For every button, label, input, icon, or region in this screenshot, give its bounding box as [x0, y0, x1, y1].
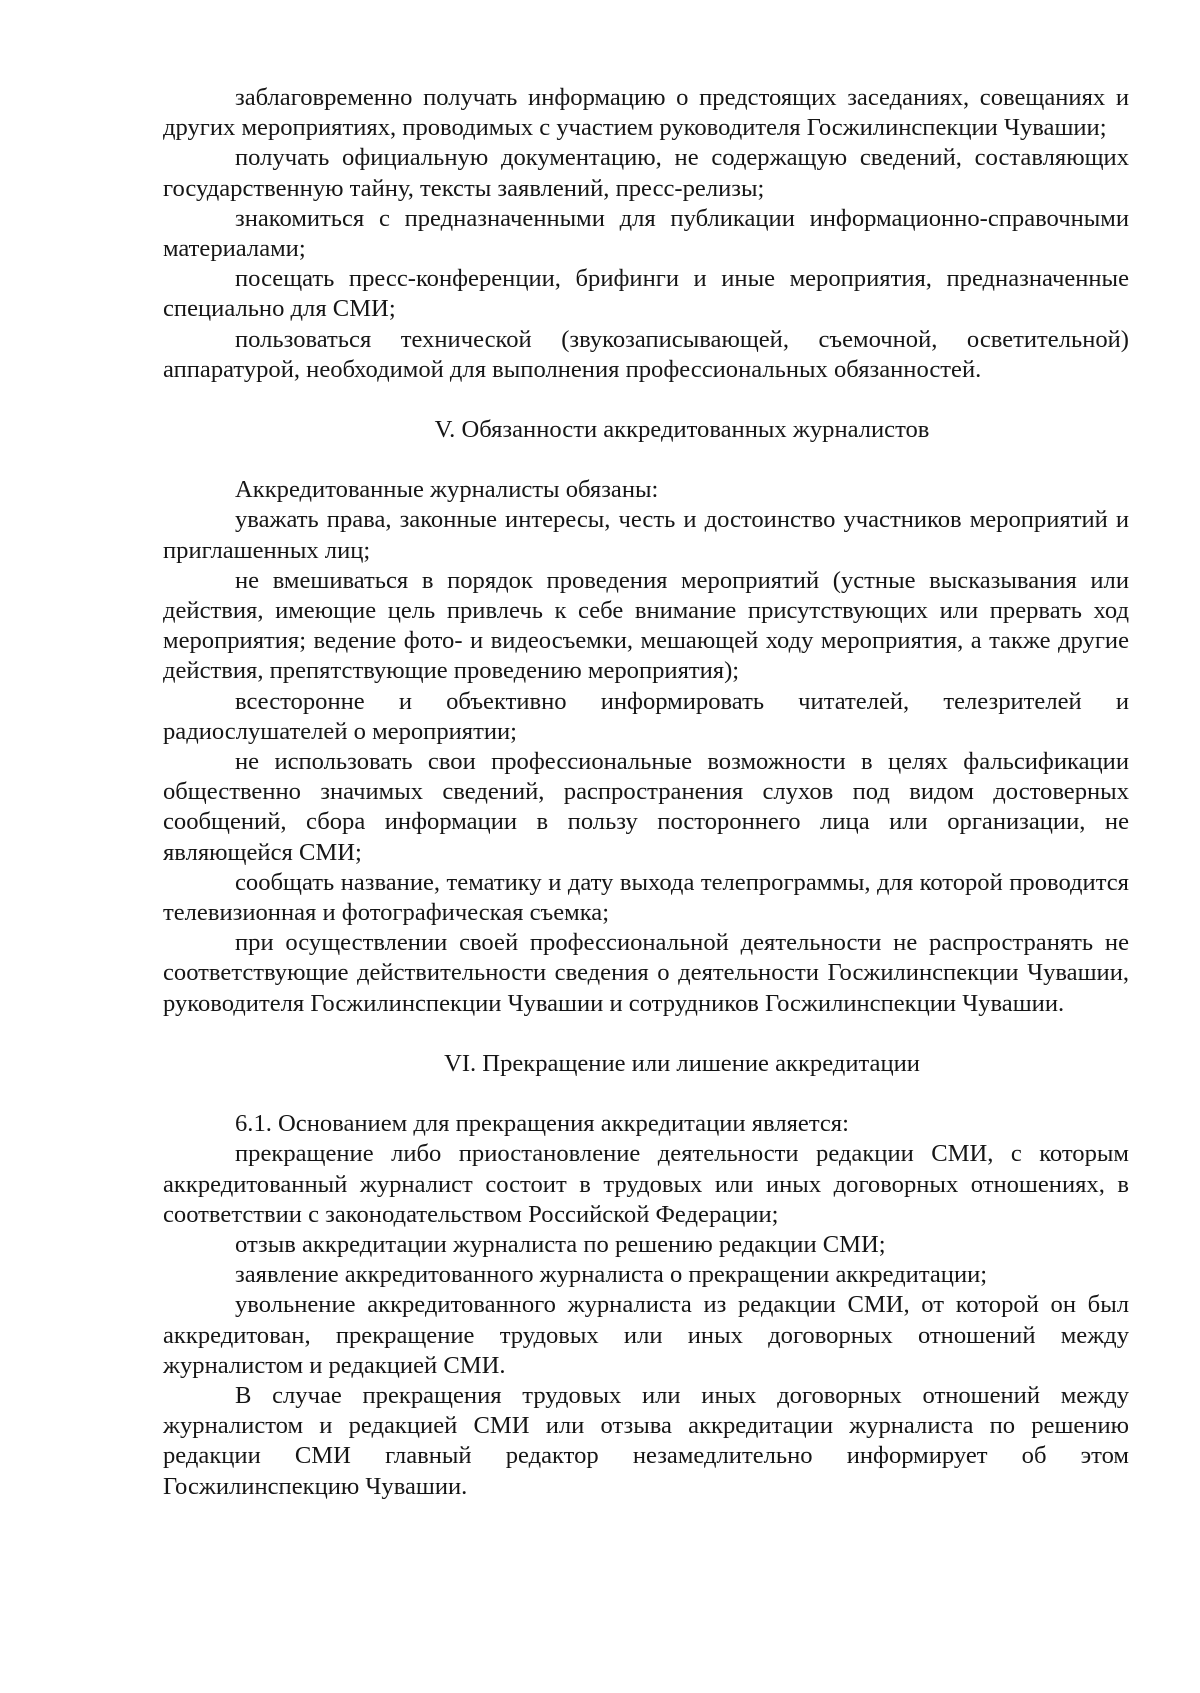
- paragraph: увольнение аккредитованного журналиста из редакции СМИ, от которой он был аккредитован, прекращение трудовых или иных договорных отношений между журналистом и редакцией СМИ.: [163, 1291, 1129, 1379]
- paragraph: знакомиться с предназначенными для публикации информационно-справочными материалами;: [163, 204, 1129, 263]
- paragraph: не использовать свои профессиональные возможности в целях фальсификации общественно значимых сведений, распространения слухов под видом достоверных сообщений, сбора информации в пользу постороннего лица или организации, не являющейся СМИ;: [163, 748, 1129, 866]
- paragraph: заявление аккредитованного журналиста о прекращении аккредитации;: [235, 1261, 988, 1289]
- paragraph: всесторонне и объективно информировать читателей, телезрителей и радиослушателей о мероприятии;: [163, 687, 1129, 745]
- section-heading-vi: VI. Прекращение или лишение аккредитации: [444, 1049, 920, 1077]
- paragraph: получать официальную документацию, не содержащую сведений, составляющих государственную тайну, тексты заявлений, пресс-релизы;: [163, 144, 1129, 202]
- paragraph: В случае прекращения трудовых или иных договорных отношений между журналистом и редакцией СМИ или отзыва аккредитации журналиста по решению редакции СМИ главный редактор незамедлительно информирует об этом Госжилинспекцию Чувашии.: [163, 1381, 1129, 1500]
- paragraph: при осуществлении своей профессиональной деятельности не распространять не соответствующие действительности сведения о деятельности Госжилинспекции Чувашии, руководителя Госжилинспекции Чувашии и сотрудников Госжилинспекции Чувашии.: [163, 929, 1129, 1017]
- paragraph: заблаговременно получать информацию о предстоящих заседаниях, совещаниях и других мероприятиях, проводимых с участием руководителя Госжилинспекции Чувашии;: [163, 84, 1129, 142]
- paragraph: отзыв аккредитации журналиста по решению редакции СМИ;: [235, 1230, 886, 1258]
- paragraph: сообщать название, тематику и дату выхода телепрограммы, для которой проводится телевизионная и фотографическая съемка;: [163, 868, 1129, 927]
- paragraph: Аккредитованные журналисты обязаны:: [235, 476, 659, 504]
- paragraph: пользоваться технической (звукозаписывающей, съемочной, осветительной) аппаратурой, необходимой для выполнения профессиональных обязанностей.: [163, 325, 1129, 383]
- section-heading-v: V. Обязанности аккредитованных журналистов: [434, 416, 930, 444]
- document-body: [163, 83, 1129, 1502]
- paragraph: 6.1. Основанием для прекращения аккредитации является:: [235, 1110, 849, 1138]
- paragraph: не вмешиваться в порядок проведения мероприятий (устные высказывания или действия, имеющие цель привлечь к себе внимание присутствующих или прервать ход мероприятия; ведение фото- и видеосъемки, мешающей ходу мероприятия, а также другие действия, препятствующие проведению мероприятия);: [163, 566, 1129, 685]
- paragraph: прекращение либо приостановление деятельности редакции СМИ, с которым аккредитованный журналист состоит в трудовых или иных договорных отношениях, в соответствии с законодательством Российской Федерации;: [163, 1140, 1129, 1228]
- paragraph: уважать права, законные интересы, честь и достоинство участников мероприятий и приглашенных лиц;: [163, 506, 1129, 564]
- paragraph: посещать пресс-конференции, брифинги и иные мероприятия, предназначенные специально для СМИ;: [163, 265, 1129, 323]
